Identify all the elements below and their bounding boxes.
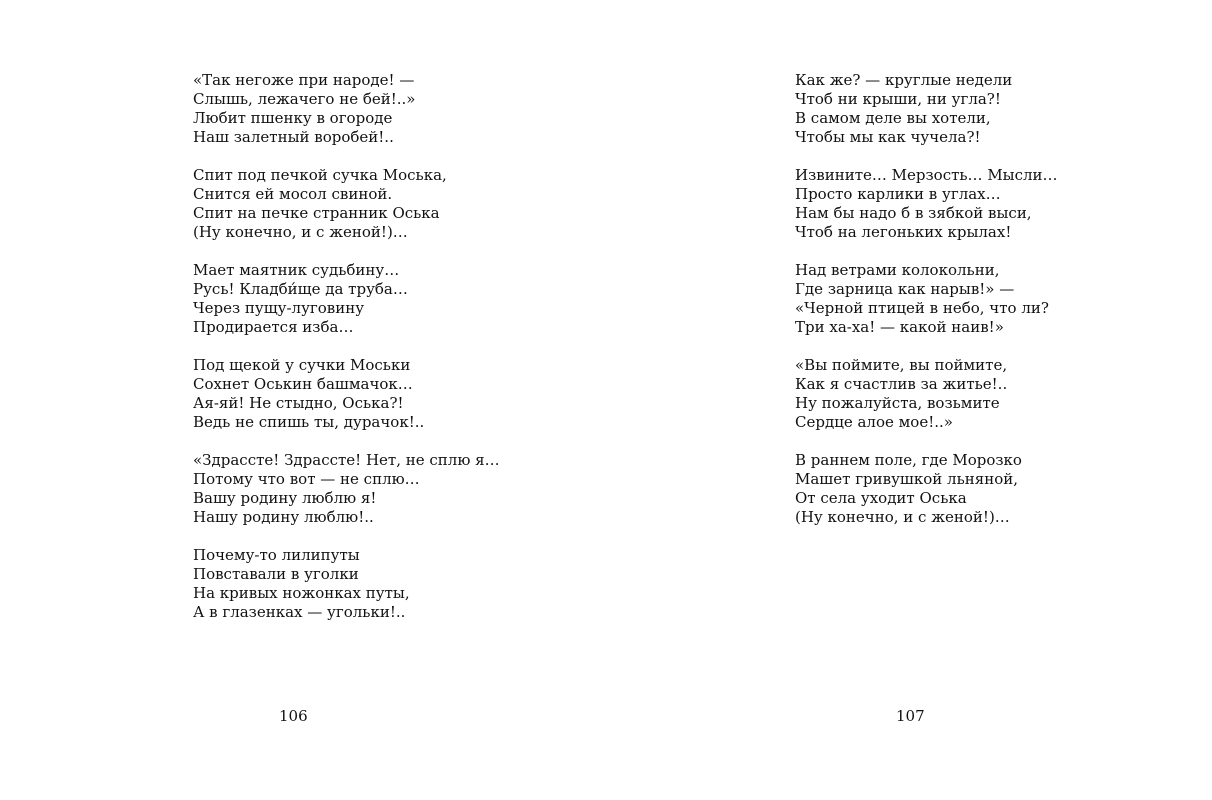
poem-line: Три ха-ха! — какой наив!» [795, 318, 1004, 336]
poem-line: Ведь не спишь ты, дурачок!.. [193, 413, 425, 431]
stanza [193, 166, 500, 242]
poem-line: Снится ей мосол свиной. [193, 185, 393, 203]
poem-line: Слышь, лежачего не бей!..» [193, 90, 416, 108]
poem-line: Нам бы надо б в зябкой выси, [795, 204, 1032, 222]
poem-line: «Черной птицей в небо, что ли? [795, 299, 1049, 317]
poem-line: Наш залетный воробей!.. [193, 128, 394, 146]
poem-line: Любит пшенку в огороде [193, 109, 393, 127]
poem-line: Как же? — круглые недели [795, 71, 1013, 89]
poem-line: В самом деле вы хотели, [795, 109, 991, 127]
poem-line: «Так негоже при народе! — [193, 71, 415, 89]
poem-line: Повставали в уголки [193, 565, 359, 583]
poem-line: (Ну конечно, и с женой!)… [193, 223, 408, 241]
poem-line: Спит под печкой сучка Моська, [193, 166, 447, 184]
poem-line: Машет гривушкой льняной, [795, 470, 1018, 488]
poem-line: Продирается изба… [193, 318, 354, 336]
poem-line: «Здрассте! Здрассте! Нет, не сплю я… [193, 451, 500, 469]
poem-line: Мает маятник судьбину… [193, 261, 400, 279]
poem-line: А в глазенках — угольки!.. [193, 603, 406, 621]
poem-line: Потому что вот — не сплю… [193, 470, 420, 488]
poem-line: В раннем поле, где Морозко [795, 451, 1022, 469]
poem-line: Под щекой у сучки Моськи [193, 356, 411, 374]
poem-line: Почему-то лилипуты [193, 546, 360, 564]
poem-line: «Вы поймите, вы поймите, [795, 356, 1008, 374]
poem-line: Вашу родину люблю я! [193, 489, 377, 507]
poem-line: Как я счастлив за житье!.. [795, 375, 1008, 393]
stanza [193, 356, 500, 432]
poem-line: Сердце алое мое!..» [795, 413, 953, 431]
stanza [795, 261, 1058, 337]
poem-line: Чтобы мы как чучела?! [795, 128, 981, 146]
stanza [193, 546, 500, 622]
page-number-left: 106 [279, 707, 308, 725]
poem-line: От села уходит Оська [795, 489, 967, 507]
stanza [795, 451, 1058, 527]
poem-line: Чтоб на легоньких крылах! [795, 223, 1012, 241]
poem-line: (Ну конечно, и с женой!)… [795, 508, 1010, 526]
poem-line: Русь! Кладби́ще да труба… [193, 280, 408, 298]
poem-text-left [193, 71, 500, 641]
stanza [193, 71, 500, 147]
poem-line: На кривых ножонках путы, [193, 584, 410, 602]
poem-line: Просто карлики в углах… [795, 185, 1001, 203]
stanza [193, 261, 500, 337]
poem-line: Сохнет Оськин башмачок… [193, 375, 413, 393]
right-page [606, 0, 1212, 800]
poem-line: Через пущу-луговину [193, 299, 365, 317]
poem-line: Нашу родину люблю!.. [193, 508, 374, 526]
poem-line: Извините… Мерзость… Мысли… [795, 166, 1058, 184]
stanza [795, 356, 1058, 432]
stanza [795, 71, 1058, 147]
poem-line: Спит на печке странник Оська [193, 204, 440, 222]
poem-line: Ну пожалуйста, возьмите [795, 394, 1000, 412]
poem-line: Ая-яй! Не стыдно, Оська?! [193, 394, 404, 412]
stanza [193, 451, 500, 527]
poem-text-right [795, 71, 1058, 546]
stanza [795, 166, 1058, 242]
poem-line: Над ветрами колокольни, [795, 261, 1000, 279]
page-number-right: 107 [896, 707, 925, 725]
poem-line: Где зарница как нарыв!» — [795, 280, 1015, 298]
poem-line: Чтоб ни крыши, ни угла?! [795, 90, 1001, 108]
